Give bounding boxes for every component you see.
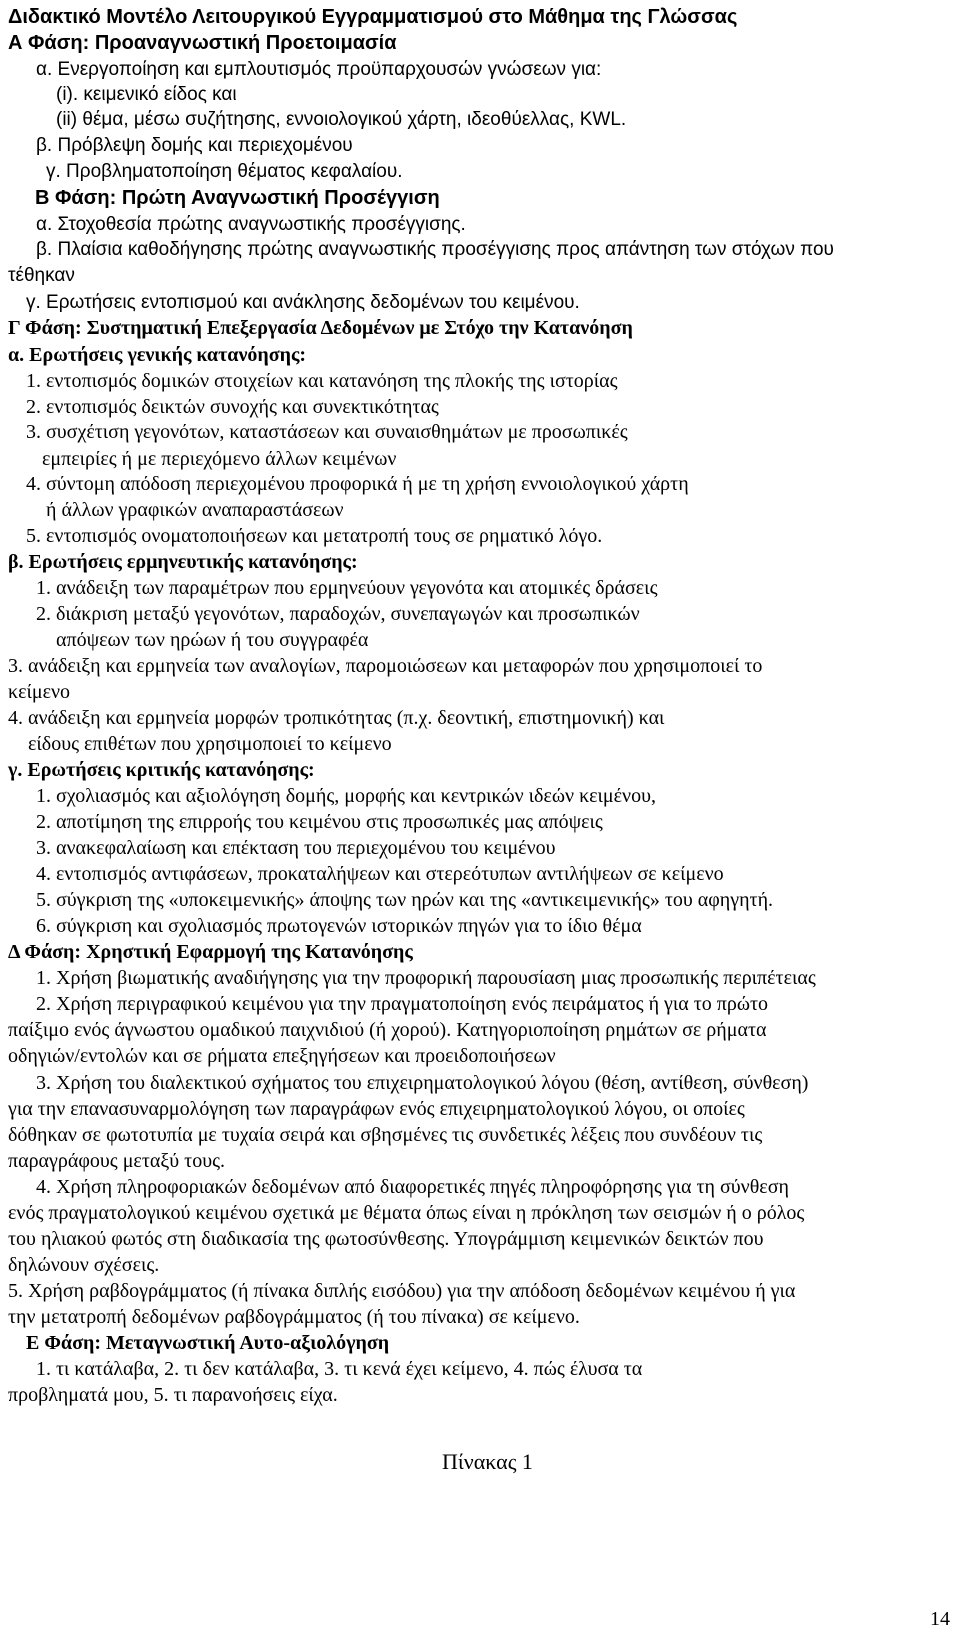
phase-c-sub-b-heading: β. Ερωτήσεις ερμηνευτικής κατανόησης: [8, 551, 358, 573]
phase-d-line: 1. Χρήση βιωματικής αναδιήγησης για την προφορική παρουσίαση μιας προσωπικής περιπέτειας [36, 967, 816, 989]
phase-c-sub-c-line: 3. ανακεφαλαίωση και επέκταση του περιεχομένου του κειμένου [36, 837, 556, 859]
phase-a-item: (ii) θέμα, μέσω συζήτησης, εννοιολογικού χάρτη, ιδεοθύελλας, KWL. [56, 109, 627, 130]
phase-c-sub-a-line: 5. εντοπισμός ονοματοποιήσεων και μετατροπή τους σε ρηματικό λόγο. [26, 525, 603, 547]
phase-a-item: (i). κειμενικό είδος και [56, 84, 237, 105]
phase-d-line: παίξιμο ενός άγνωστου ομαδικού παιχνιδιού (ή χορού). Κατηγοριοποίηση ρημάτων σε ρήματα [8, 1019, 767, 1041]
phase-c-sub-a-line: 3. συσχέτιση γεγονότων, καταστάσεων και συναισθημάτων με προσωπικές [26, 421, 628, 443]
phase-d-line: ενός πραγματολογικού κειμένου σχετικά με θέματα όπως είναι η πρόκληση των σεισμών ή ο ρόλος [8, 1202, 805, 1224]
table-caption: Πίνακας 1 [442, 1449, 533, 1474]
phase-a-heading: Α Φάση: Προαναγνωστική Προετοιμασία [8, 32, 397, 54]
phase-c-sub-a-line: ή άλλων γραφικών αναπαραστάσεων [46, 499, 344, 521]
phase-c-sub-a-line: εμπειρίες ή με περιεχόμενο άλλων κειμένων [42, 448, 397, 470]
phase-d-line: 2. Χρήση περιγραφικού κειμένου για την πραγματοποίηση ενός πειράματος ή για το πρώτο [36, 993, 769, 1015]
page-number: 14 [930, 1608, 950, 1630]
phase-e-line: 1. τι κατάλαβα, 2. τι δεν κατάλαβα, 3. τι κενά έχει κείμενο, 4. πώς έλυσα τα [36, 1358, 643, 1380]
phase-a-item: β. Πρόβλεψη δομής και περιεχομένου [36, 135, 353, 156]
phase-d-heading: Δ Φάση: Χρηστική Εφαρμογή της Κατανόησης [8, 941, 413, 963]
phase-c-sub-c-heading: γ. Ερωτήσεις κριτικής κατανόησης: [8, 759, 315, 781]
phase-d-line: 5. Χρήση ραβδογράμματος (ή πίνακα διπλής εισόδου) για την απόδοση δεδομένων κειμένου ή για [8, 1280, 796, 1302]
phase-e-line: προβληματά μου, 5. τι παρανοήσεις είχα. [8, 1384, 338, 1406]
phase-c-sub-b-line: 3. ανάδειξη και ερμηνεία των αναλογίων, παρομοιώσεων και μεταφορών που χρησιμοποιεί το [8, 655, 763, 677]
phase-a-item: α. Ενεργοποίηση και εμπλουτισμός προϋπαρχουσών γνώσεων για: [36, 59, 602, 80]
document-title: Διδακτικό Μοντέλο Λειτουργικού Εγγραμματισμού στο Μάθημα της Γλώσσας [8, 6, 738, 28]
phase-c-sub-c-line: 5. σύγκριση της «υποκειμενικής» άποψης των ηρών και της «αντικειμενικής» του αφηγητή. [36, 889, 774, 911]
phase-d-line: 4. Χρήση πληροφοριακών δεδομένων από διαφορετικές πηγές πληροφόρησης για τη σύνθεση [36, 1176, 789, 1198]
phase-d-line: παραγράφους μεταξύ τους. [8, 1150, 226, 1172]
phase-c-sub-b-line: απόψεων των ηρώων ή του συγγραφέα [56, 629, 369, 651]
phase-c-sub-b-line: είδους επιθέτων που χρησιμοποιεί το κείμενο [28, 733, 392, 755]
phase-b-item: τέθηκαν [8, 265, 75, 286]
phase-c-sub-b-line: κείμενο [8, 681, 71, 703]
phase-c-sub-c-line: 6. σύγκριση και σχολιασμός πρωτογενών ιστορικών πηγών για το ίδιο θέμα [36, 915, 642, 937]
phase-c-sub-a-line: 2. εντοπισμός δεικτών συνοχής και συνεκτικότητας [26, 396, 439, 418]
phase-b-item: β. Πλαίσια καθοδήγησης πρώτης αναγνωστικής προσέγγισης προς απάντηση των στόχων που [36, 239, 834, 260]
phase-d-line: 3. Χρήση του διαλεκτικού σχήματος του επιχειρηματολογικού λόγου (θέση, αντίθεση, σύνθεση) [36, 1072, 809, 1094]
phase-c-sub-b-line: 2. διάκριση μεταξύ γεγονότων, παραδοχών, συνεπαγωγών και προσωπικών [36, 603, 640, 625]
phase-d-line: δηλώνουν σχέσεις. [8, 1254, 160, 1276]
phase-d-line: την μετατροπή δεδομένων ραβδογράμματος (ή του πίνακα) σε κείμενο. [8, 1306, 580, 1328]
phase-d-line: οδηγιών/εντολών και σε ρήματα επεξηγήσεων και προειδοποιήσεων [8, 1045, 556, 1067]
phase-c-sub-c-line: 4. εντοπισμός αντιφάσεων, προκαταλήψεων και στερεότυπων αντιλήψεων σε κείμενο [36, 863, 724, 885]
phase-d-line: δόθηκαν σε φωτοτυπία με τυχαία σειρά και σβησμένες τις συνδετικές λέξεις που συνδέουν τις [8, 1124, 763, 1146]
phase-a-item: γ. Προβληματοποίηση θέματος κεφαλαίου. [46, 161, 403, 182]
phase-c-heading: Γ Φάση: Συστηματική Επεξεργασία Δεδομένων με Στόχο την Κατανόηση [8, 317, 633, 339]
phase-d-line: για την επανασυναρμολόγηση των παραγράφων ενός επιχειρηματολογικού λόγου, οι οποίες [8, 1098, 745, 1120]
phase-c-sub-a-line: 4. σύντομη απόδοση περιεχομένου προφορικά ή με τη χρήση εννοιολογικού χάρτη [26, 473, 689, 495]
phase-d-line: του ηλιακού φωτός στη διαδικασία της φωτοσύνθεσης. Υπογράμμιση κειμενικών δεικτών που [8, 1228, 764, 1250]
phase-c-sub-a-heading: α. Ερωτήσεις γενικής κατανόησης: [8, 344, 307, 366]
phase-b-item: α. Στοχοθεσία πρώτης αναγνωστικής προσέγγισης. [36, 214, 466, 235]
phase-c-sub-a-line: 1. εντοπισμός δομικών στοιχείων και κατανόηση της πλοκής της ιστορίας [26, 370, 618, 392]
phase-c-sub-c-line: 2. αποτίμηση της επιρροής του κειμένου στις προσωπικές μας απόψεις [36, 811, 603, 833]
phase-c-sub-b-line: 1. ανάδειξη των παραμέτρων που ερμηνεύουν γεγονότα και ατομικές δράσεις [36, 577, 658, 599]
phase-c-sub-b-line: 4. ανάδειξη και ερμηνεία μορφών τροπικότητας (π.χ. δεοντική, επιστημονική) και [8, 707, 665, 729]
phase-b-heading: Β Φάση: Πρώτη Αναγνωστική Προσέγγιση [35, 187, 440, 209]
phase-e-heading: Ε Φάση: Μεταγνωστική Αυτο-αξιολόγηση [26, 1332, 390, 1354]
phase-b-item: γ. Ερωτήσεις εντοπισμού και ανάκλησης δεδομένων του κειμένου. [26, 292, 580, 313]
phase-c-sub-c-line: 1. σχολιασμός και αξιολόγηση δομής, μορφής και κεντρικών ιδεών κειμένου, [36, 785, 656, 807]
